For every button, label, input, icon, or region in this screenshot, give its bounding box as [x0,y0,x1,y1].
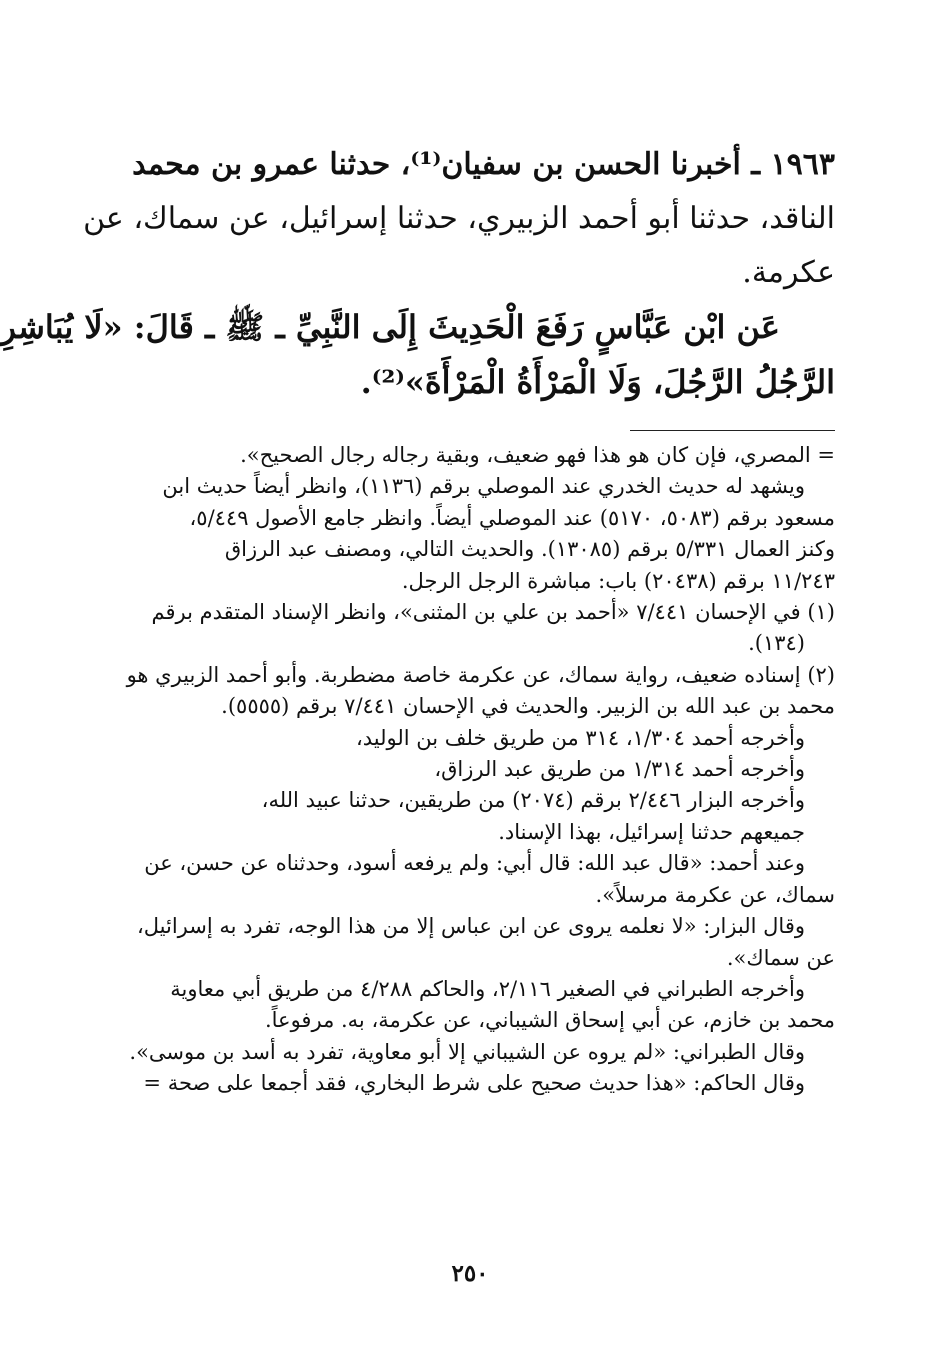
footnote-line: سماك، عن عكرمة مرسلاً». [595,882,835,907]
footnote-line: وقال الطبراني: «لم يروه عن الشيباني إلا أبو معاوية، تفرد به أسد بن موسى». [129,1039,805,1064]
footnote-2: (٢) إسناده ضعيف، رواية سماك، عن عكرمة خاصة مضطربة. وأبو أحمد الزبيري هو [126,662,835,687]
footnote-line: مسعود برقم (٥٠٨٣، ٥١٧٠) عند الموصلي أيضاً. وانظر جامع الأصول ٥/٤٤٩، [189,505,835,530]
matn-line: الرَّجُلُ الرَّجُلَ، وَلَا الْمَرْأَةُ الْمَرْأَةَ»⁽²⁾. [360,363,835,401]
isnad-line: عكرمة. [742,255,835,290]
footnote-line: وعند أحمد: «قال عبد الله: قال أبي: ولم يرفعه أسود، وحدثناه عن حسن، عن [144,851,805,876]
page-number: ٢٥٠ [451,1260,489,1287]
isnad-line: الناقد، حدثنا أبو أحمد الزبيري، حدثنا إسرائيل، عن سماك، عن [83,201,835,236]
matn-line: عَن ابْن عَبَّاسٍ رَفَعَ الْحَدِيثَ إِلَى النَّبِيِّ ـ ﷺ ـ قَالَ: «لَا يُبَاشِرِ [0,308,780,346]
footnote-line: وأخرجه أحمد ١/٣٠٤، ٣١٤ من طريق خلف بن الوليد، [355,725,805,750]
footnote-separator [630,430,835,431]
footnotes [100,440,835,1100]
footnote-line: محمد بن عبد الله بن الزبير. والحديث في الإحسان ٧/٤٤١ برقم (٥٥٥٥). [221,694,835,719]
footnote-1: (١) في الإحسان ٧/٤٤١ «أحمد بن علي بن المثنى»، وانظر الإسناد المتقدم برقم [151,600,835,625]
hadith-isnad-paragraph [83,138,835,300]
footnote-line: ١١/٢٤٣ برقم (٢٠٤٣٨) باب: مباشرة الرجل الرجل. [401,568,835,593]
footnote-line: = المصري، فإن كان هو هذا فهو ضعيف، وبقية رجاله رجال الصحيح». [240,443,835,467]
footnote-line: ويشهد له حديث الخدري عند الموصلي برقم (١١٣٦)، وانظر أيضاً حديث ابن [162,474,805,499]
footnote-line: وأخرجه أحمد ١/٣١٤ من طريق عبد الرزاق، [434,757,805,782]
hadith-matn-paragraph [0,300,835,410]
footnote-line: وكنز العمال ٥/٣٣١ برقم (١٣٠٨٥). والحديث التالي، ومصنف عبد الرزاق [224,537,835,562]
footnote-line: جميعهم حدثنا إسرائيل، بهذا الإسناد. [498,819,805,844]
footnote-line: (١٣٤). [748,631,805,656]
footnote-line: عن سماك». [726,945,835,970]
isnad-line: ١٩٦٣ ـ أخبرنا الحسن بن سفيان⁽¹⁾، حدثنا عمرو بن محمد [132,147,835,182]
footnote-line: وأخرجه البزار ٢/٤٤٦ برقم (٢٠٧٤) من طريقين، حدثنا عبيد الله، [261,788,805,813]
footnote-line: وأخرجه الطبراني في الصغير ٢/١١٦، والحاكم ٤/٢٨٨ من طريق أبي معاوية [170,976,805,1001]
footnote-line: وقال الحاكم: «هذا حديث صحيح على شرط البخاري، فقد أجمعا على صحة = [143,1071,805,1096]
footnote-line: محمد بن خازم، عن أبي إسحاق الشيباني، عن عكرمة، به. مرفوعاً. [264,1008,835,1033]
footnote-line: وقال البزار: «لا نعلمه يروى عن ابن عباس إلا من هذا الوجه، تفرد به إسرائيل، [136,914,805,939]
